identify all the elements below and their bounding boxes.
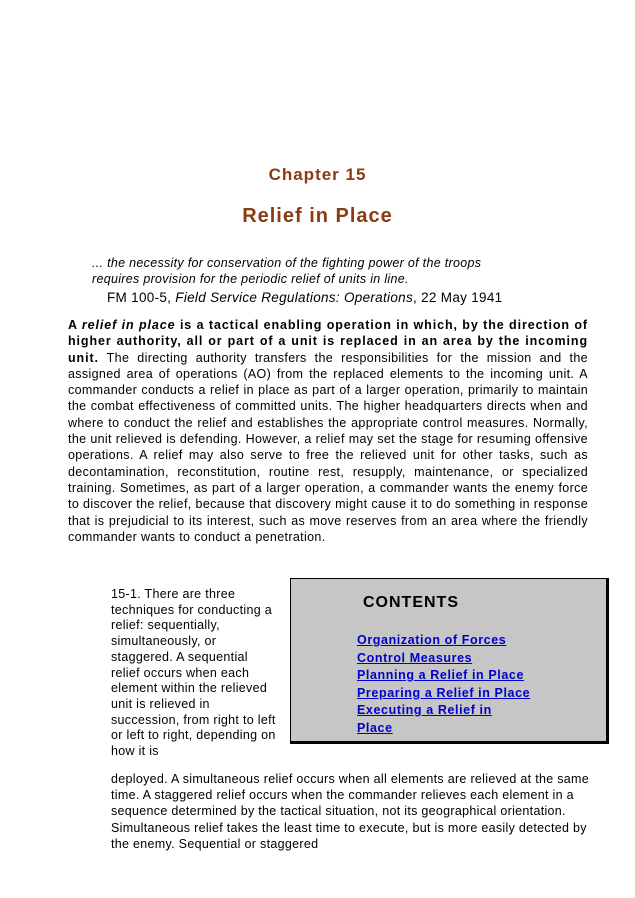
contents-item bbox=[357, 684, 530, 702]
chapter-title: Relief in Place bbox=[242, 205, 393, 227]
epigraph-source bbox=[107, 290, 587, 305]
chapter-label: Chapter 15 bbox=[268, 165, 367, 184]
contents-box bbox=[290, 578, 609, 744]
contents-item bbox=[357, 719, 530, 737]
source-title: Field Service Regulations: Operations bbox=[175, 290, 413, 305]
para-15-1-wrapped: 15-1. There are three techniques for conducting a relief: sequentially, simultaneously, or staggered. A sequential relief occurs when each element within the relieved unit is relieved in succession, from right to left or left to right, depending on how it is bbox=[111, 587, 276, 759]
contents-heading: CONTENTS bbox=[363, 594, 459, 611]
intro-lead-a: A bbox=[68, 318, 82, 332]
link-preparing-relief[interactable]: Preparing a Relief in Place bbox=[357, 685, 531, 700]
contents-item bbox=[357, 666, 530, 684]
source-suffix: , 22 May 1941 bbox=[413, 290, 503, 305]
intro-paragraph bbox=[68, 317, 588, 545]
para-15-1-continued: deployed. A simultaneous relief occurs when all elements are relieved at the same time. A staggered relief occurs when the commander relieves each element in a sequence determined by the tactical situation, not its geographical orientation. Simultaneous relief takes the least time to execute, but is more easily detected by the enemy. Sequential or staggered bbox=[111, 772, 590, 851]
link-organization-of-forces[interactable]: Organization of Forces bbox=[357, 633, 507, 647]
intro-term: relief in place bbox=[81, 318, 176, 332]
intro-lead-b: is a tactical enabling operation in which, by the direction of higher authority, all or part of a unit is replaced in an area by the incoming unit. bbox=[68, 318, 588, 365]
link-control-measures[interactable]: Control Measures bbox=[357, 650, 473, 665]
contents-item bbox=[357, 649, 530, 667]
link-planning-relief[interactable]: Planning a Relief in Place bbox=[357, 668, 525, 682]
contents-item bbox=[357, 701, 530, 719]
epigraph-line-1: ... the necessity for conservation of the fighting power of the troops bbox=[92, 256, 482, 270]
epigraph-quote bbox=[92, 255, 562, 287]
source-prefix: FM 100-5, bbox=[107, 290, 176, 305]
contents-list bbox=[357, 631, 530, 736]
intro-body: The directing authority transfers the responsibilities for the mission and the assigned area of operations (AO) from the replaced elements to the incoming unit. A commander conducts a relief in place as part of a larger operation, primarily to maintain the combat effectiveness of committed units. The higher headquarters directs when and where to conduct the relief and establishes the appropriate control measures. Normally, the unit relieved is defending. However, a relief may set the stage for resuming offensive operations. A relief may also serve to free the relieved unit for other tasks, such as decontamination, reconstitution, routine rest, resupply, maintenance, or specialized training. Sometimes, as part of a larger operation, a commander wants the enemy force to discover the relief, because that discovery might cause it to do something in response that is prejudicial to its interest, such as move reserves from an area where the friendly commander wants to conduct a penetration. bbox=[68, 350, 588, 544]
link-executing-relief[interactable]: Executing a Relief in bbox=[357, 703, 492, 717]
link-executing-relief-cont[interactable]: Place bbox=[357, 720, 393, 735]
contents-item bbox=[357, 631, 530, 649]
epigraph-line-2: requires provision for the periodic relief of units in line. bbox=[92, 272, 409, 286]
